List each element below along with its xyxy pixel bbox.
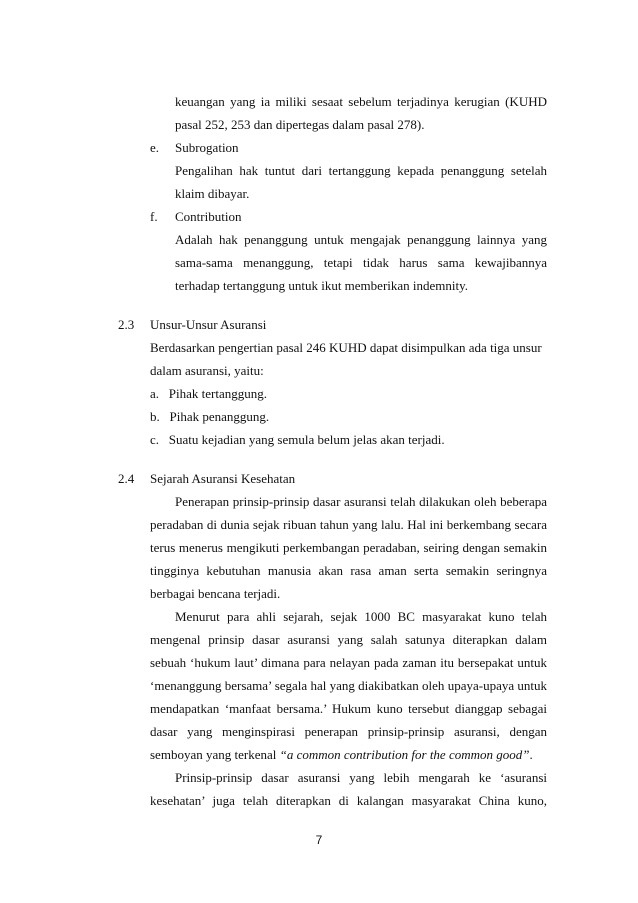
body-line: peradaban di dunia sejak ribuan tahun yang lalu. Hal ini berkembang secara (150, 517, 547, 532)
body-text: semboyan yang terkenal (150, 747, 280, 762)
body-line: tingginya kebutuhan manusia akan rasa aman serta semakin seringnya (150, 563, 547, 578)
body-line: mendapatkan ‘manfaat bersama.’ Hukum kuno tersebut dianggap sebagai (150, 701, 547, 716)
body-line: Adalah hak penanggung untuk mengajak penanggung lainnya yang (175, 232, 547, 247)
body-line: terus menerus mengikuti perkembangan peradaban, seiring dengan semakin (150, 540, 547, 555)
list-item: c. Suatu kejadian yang semula belum jelas akan terjadi. (150, 432, 445, 447)
section-heading: Sejarah Asuransi Kesehatan (150, 471, 296, 486)
body-line: keuangan yang ia miliki sesaat sebelum terjadinya kerugian (KUHD (175, 94, 547, 109)
section-number: 2.3 (118, 317, 135, 332)
body-text: . (529, 747, 533, 762)
body-line: dalam asuransi, yaitu: (150, 363, 264, 378)
body-line: Menurut para ahli sejarah, sejak 1000 BC masyarakat kuno telah (175, 609, 547, 624)
section-number: 2.4 (118, 471, 135, 486)
body-line: Prinsip-prinsip dasar asuransi yang lebih mengarah ke ‘asuransi (175, 770, 547, 785)
body-line: mengenal prinsip dasar asuransi yang salah satunya diterapkan dalam (150, 632, 547, 647)
list-item-title: Subrogation (175, 140, 239, 155)
body-line: terhadap tertanggung untuk ikut memberikan indemnity. (175, 278, 469, 293)
body-line: Berdasarkan pengertian pasal 246 KUHD dapat disimpulkan ada tiga unsur (150, 340, 542, 355)
body-line (150, 747, 533, 763)
list-item-title: Contribution (175, 209, 242, 224)
body-line: sama-sama menanggung, tetapi tidak harus sama kewajibannya (175, 255, 547, 270)
italic-quote: “a common contribution for the common good” (279, 747, 530, 762)
body-line: ‘menanggung bersama’ segala hal yang diakibatkan oleh upaya-upaya untuk (150, 678, 547, 693)
page-number: 7 (315, 833, 323, 847)
list-marker: f. (150, 209, 158, 224)
body-line: dasar yang menginspirasi penerapan prinsip-prinsip asuransi, dengan (150, 724, 547, 739)
body-line: sebuah ‘hukum laut’ dimana para nelayan pada zaman itu bersepakat untuk (150, 655, 547, 670)
body-line: Penerapan prinsip-prinsip dasar asuransi telah dilakukan oleh beberapa (175, 494, 547, 509)
body-line: Pengalihan hak tuntut dari tertanggung kepada penanggung setelah (175, 163, 547, 178)
list-item: a. Pihak tertanggung. (150, 386, 267, 401)
list-marker: e. (150, 140, 160, 155)
body-line: kesehatan’ juga telah diterapkan di kalangan masyarakat China kuno, (150, 793, 547, 808)
section-heading: Unsur-Unsur Asuransi (150, 317, 267, 332)
list-item: b. Pihak penanggung. (150, 409, 270, 424)
body-line: pasal 252, 253 dan dipertegas dalam pasal 278). (175, 117, 425, 132)
body-line: klaim dibayar. (175, 186, 250, 201)
body-line: berbagai bencana terjadi. (150, 586, 281, 601)
